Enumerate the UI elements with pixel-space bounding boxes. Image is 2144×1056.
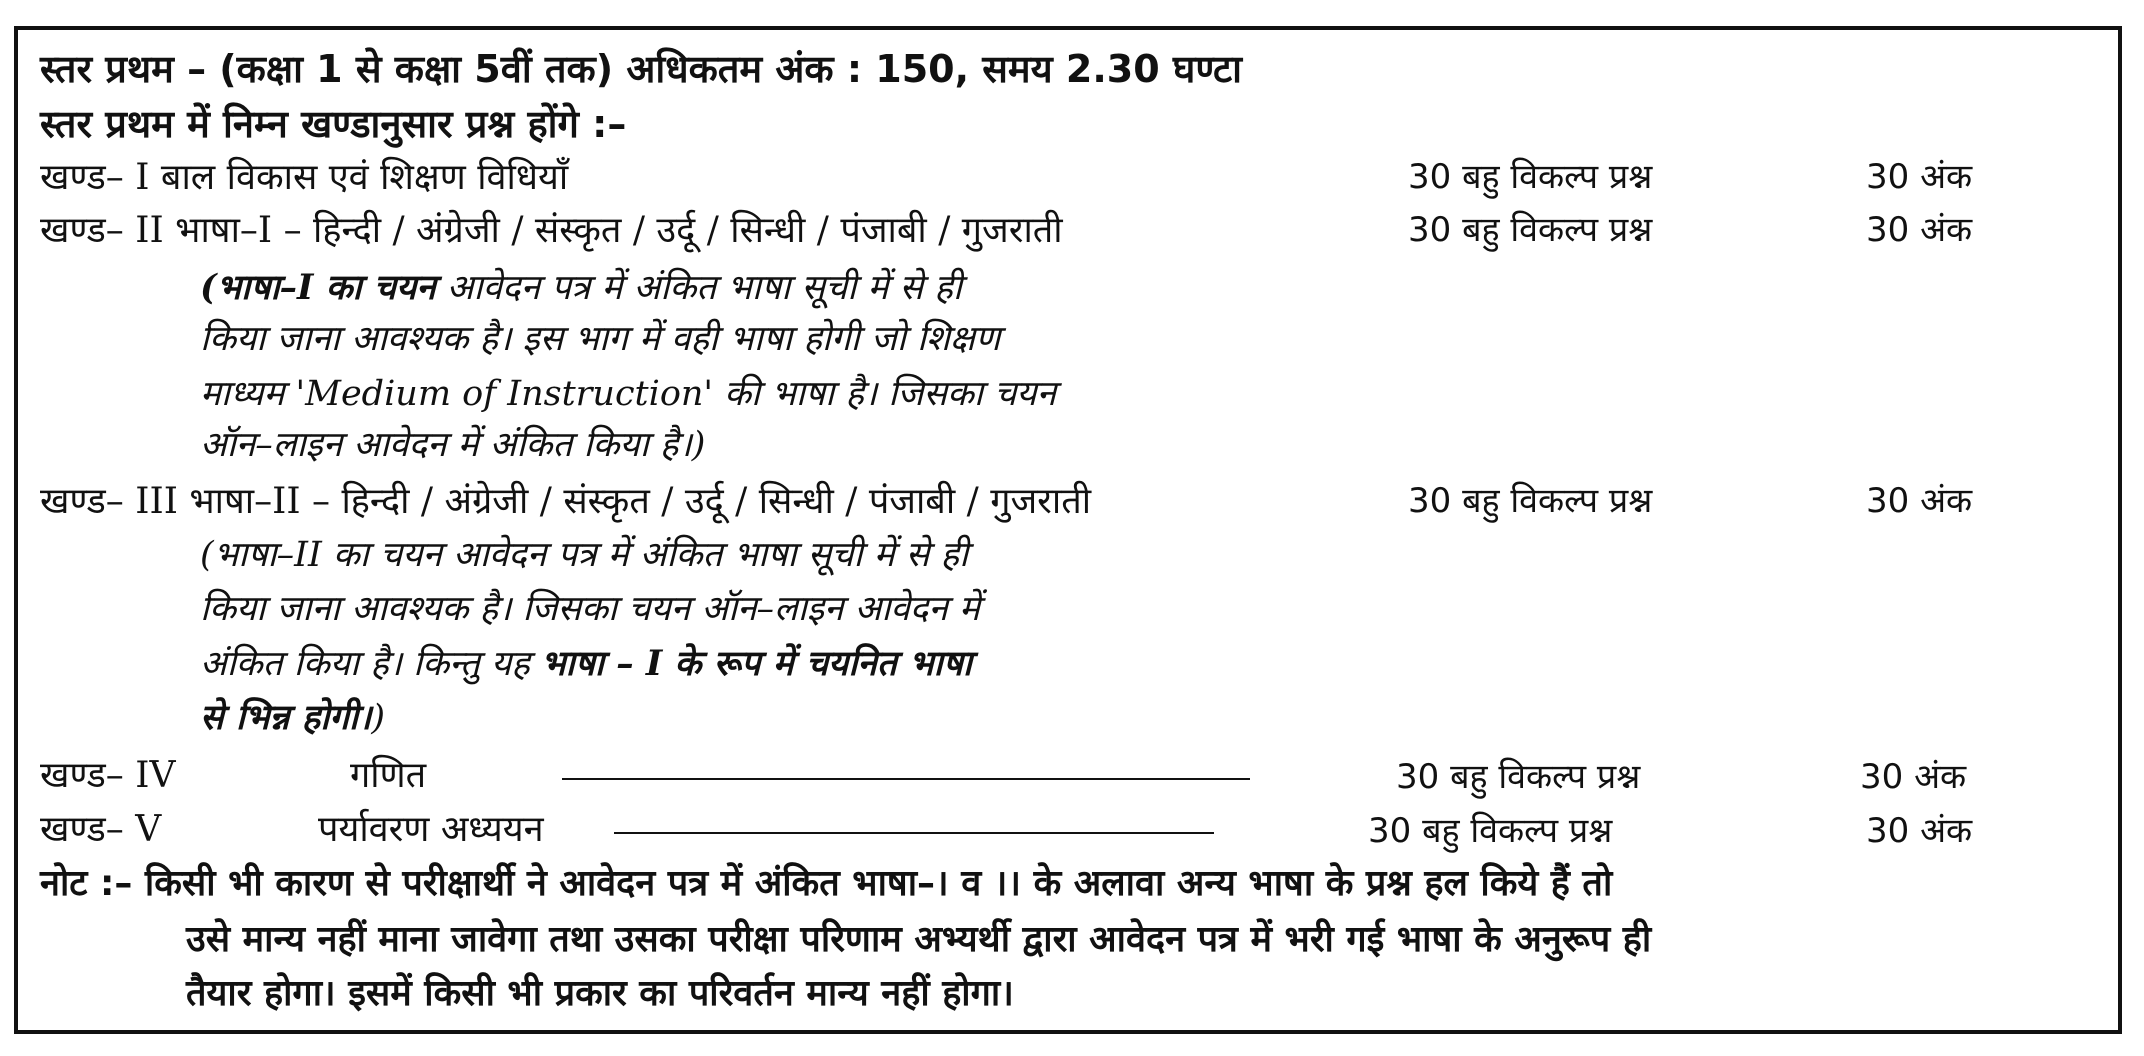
section-3-note-text: अंकित किया है। किन्तु यह <box>200 644 541 684</box>
note-line-1: नोट :– किसी भी कारण से परीक्षार्थी ने आवेदन पत्र में अंकित भाषा–। व ।। के अलावा अन्य भाषा के प्रश्न हल किये हैं तो <box>40 863 1613 904</box>
header-line-1: स्तर प्रथम – (कक्षा 1 से कक्षा 5वीं तक) अधिकतम अंक : 150, समय 2.30 घण्टा <box>40 47 1242 91</box>
section-2-note-text: आवेदन पत्र में अंकित भाषा सूची में से ही <box>435 268 962 308</box>
section-2-marks: 30 अंक <box>1866 210 1973 250</box>
section-1-questions: 30 बहु विकल्प प्रश्न <box>1408 157 1653 197</box>
section-5-marks: 30 अंक <box>1866 811 1973 851</box>
section-2-note-line-1 <box>200 267 962 308</box>
section-4-questions: 30 बहु विकल्प प्रश्न <box>1396 757 1641 797</box>
section-5-questions: 30 बहु विकल्प प्रश्न <box>1368 811 1613 851</box>
section-5-leader-line <box>614 832 1214 834</box>
section-4-subject: गणित <box>350 755 427 796</box>
section-3-marks: 30 अंक <box>1866 481 1973 521</box>
section-1-marks: 30 अंक <box>1866 157 1973 197</box>
section-3-questions: 30 बहु विकल्प प्रश्न <box>1408 481 1653 521</box>
section-2-questions: 30 बहु विकल्प प्रश्न <box>1408 210 1653 250</box>
section-5-prefix: खण्ड– V <box>40 809 162 850</box>
section-3-note-line-3 <box>200 643 972 684</box>
section-1-label: खण्ड– I बाल विकास एवं शिक्षण विधियाँ <box>40 157 569 198</box>
section-2-note-emphasis: (भाषा–I का चयन <box>200 267 436 308</box>
note-line-2: उसे मान्य नहीं माना जावेगा तथा उसका परीक्षा परिणाम अभ्यर्थी द्वारा आवेदन पत्र में भरी गई भाषा के अनुरूप ही <box>186 919 1652 960</box>
section-3-note-emphasis: भाषा – I के रूप में चयनित भाषा <box>540 643 972 684</box>
section-4-leader-line <box>562 778 1250 780</box>
section-3-note-line-4 <box>200 697 385 738</box>
section-4-prefix: खण्ड– IV <box>40 755 176 796</box>
section-2-label: खण्ड– II भाषा–I – हिन्दी / अंग्रेजी / संस्कृत / उर्दू / सिन्धी / पंजाबी / गुजराती <box>40 210 1063 251</box>
section-4-marks: 30 अंक <box>1860 757 1967 797</box>
section-3-note-close: ) <box>371 698 385 738</box>
section-3-note-line-2: किया जाना आवश्यक है। जिसका चयन ऑन–लाइन आवेदन में <box>200 589 980 629</box>
section-5-subject: पर्यावरण अध्ययन <box>318 809 544 850</box>
note-line-3: तैयार होगा। इसमें किसी भी प्रकार का परिवर्तन मान्य नहीं होगा। <box>186 973 1014 1014</box>
section-2-note-line-2: किया जाना आवश्यक है। इस भाग में वही भाषा होगी जो शिक्षण <box>200 319 1001 359</box>
section-2-note-line-3: माध्यम 'Medium of Instruction' की भाषा है। जिसका चयन <box>200 374 1057 414</box>
header-line-2: स्तर प्रथम में निम्न खण्डानुसार प्रश्न होंगे :– <box>40 102 627 146</box>
section-3-label: खण्ड– III भाषा–II – हिन्दी / अंग्रेजी / संस्कृत / उर्दू / सिन्धी / पंजाबी / गुजराती <box>40 481 1092 522</box>
section-3-note-line-1: (भाषा–II का चयन आवेदन पत्र में अंकित भाषा सूची में से ही <box>200 535 969 575</box>
section-3-note-emphasis-end: से भिन्न होगी। <box>200 697 372 738</box>
section-2-note-line-4: ऑन–लाइन आवेदन में अंकित किया है।) <box>200 425 706 465</box>
